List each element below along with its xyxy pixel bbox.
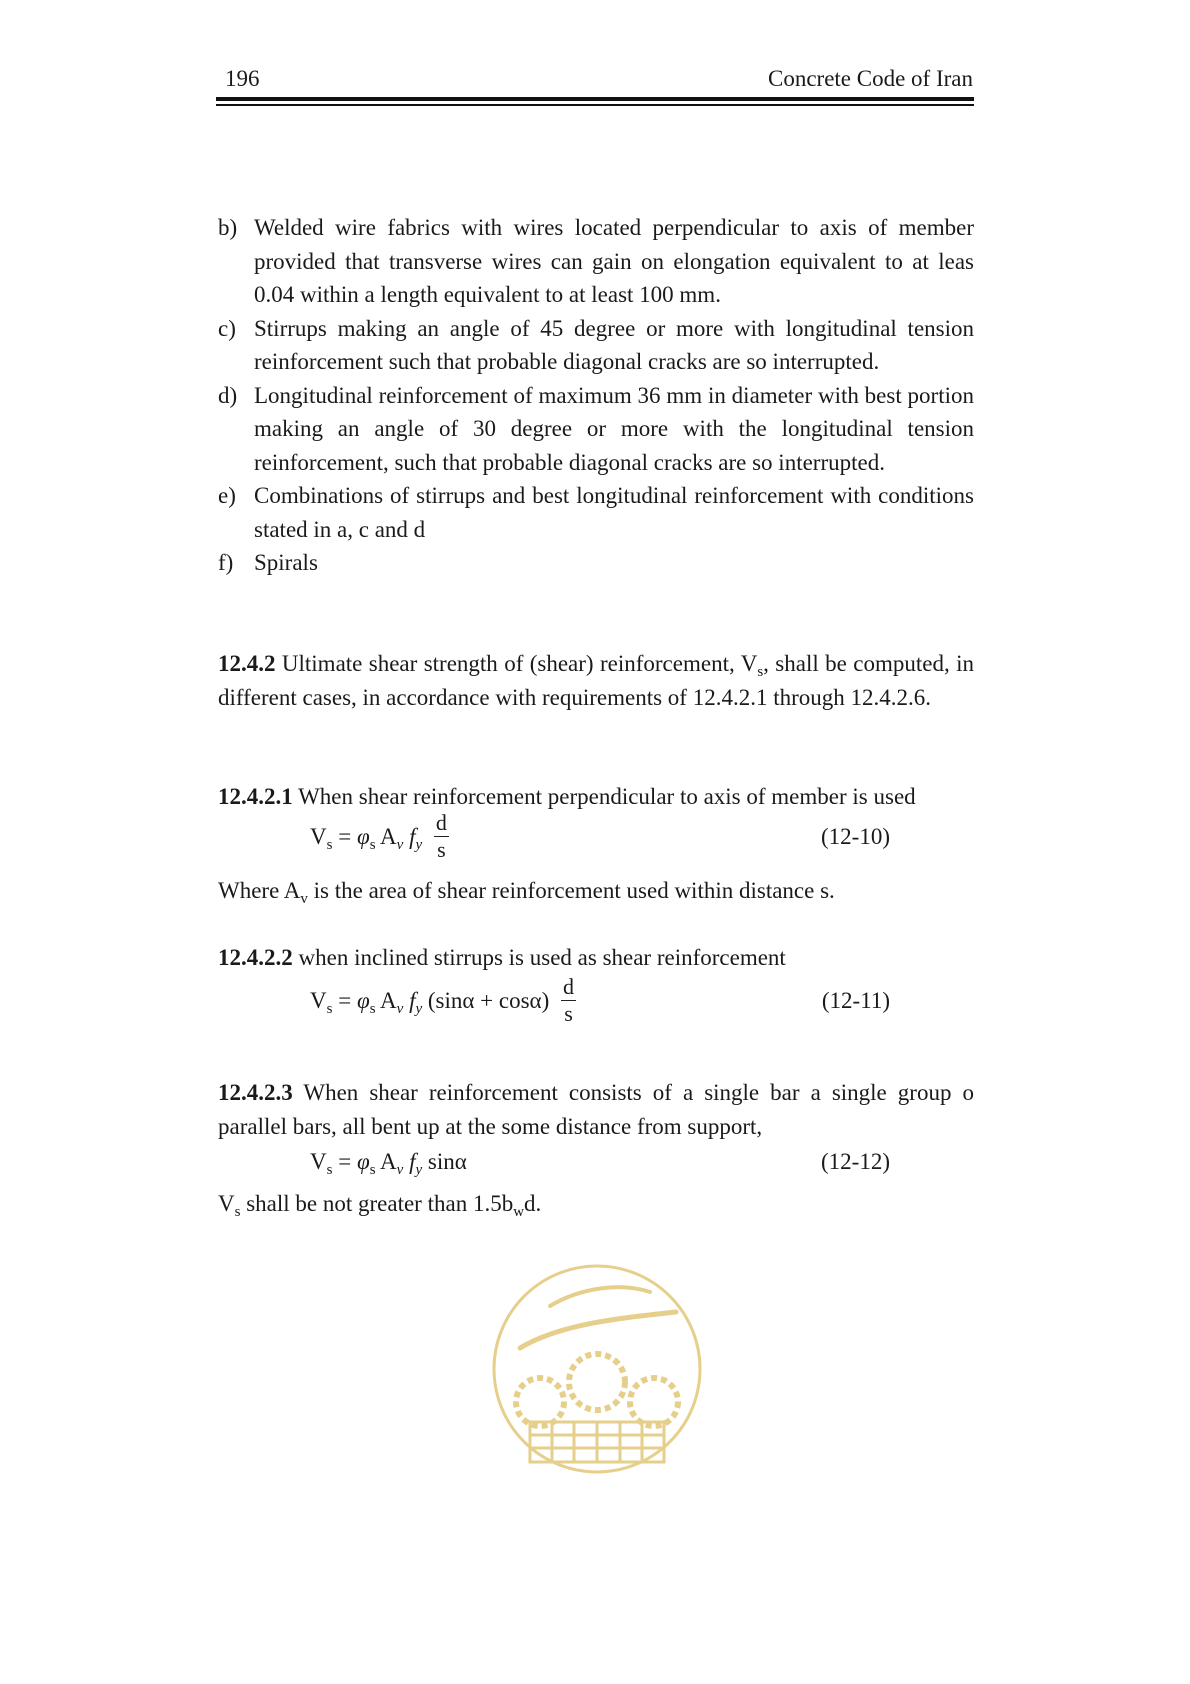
- equation-12-10: $V_s = \varphi_s$ $A_v$ $f_y$ $\frac{d}{s}$ (12-10): [310, 810, 890, 862]
- list-item: c) Stirrups making an angle of 45 degree or more with longitudinal tension reinforcement such that probable diagonal cracks are so interrupted.: [218, 315, 974, 374]
- list-item: b) Welded wire fabrics with wires located perpendicular to axis of member provided that transverse wires can gain on elongation equivalent to at leas 0.04 within a length equivalent to at least 100 mm.: [218, 215, 974, 307]
- requirement-list: [218, 211, 974, 580]
- header-rule-thin: [216, 104, 974, 106]
- running-head: Concrete Code of Iran: [767, 66, 973, 91]
- shear-limit: $V_s$ shall be not greater than $1.5b_wd$.: [218, 1191, 542, 1220]
- equation-number: (12-12): [821, 1149, 890, 1174]
- section-12-4-2: 12.4.2 Ultimate shear strength of (shear) reinforcement, $V_s$, shall be computed, in different cases, in accordance with requirements of 12.4.2.1 through 12.4.2.6.: [218, 651, 974, 710]
- header-rule-thick: [216, 97, 974, 101]
- watermark-logo: [490, 1262, 704, 1476]
- list-item: e) Combinations of stirrups and best longitudinal reinforcement with conditions stated in a, c and d: [218, 483, 974, 542]
- equation-12-12: $V_s = \varphi_s$ $A_v$ $f_y$ sinα (12-12): [310, 1149, 890, 1178]
- section-12-4-2-1: 12.4.2.1 When shear reinforcement perpendicular to axis of member is used: [218, 784, 916, 809]
- fraction: $\frac{d}{s}$: [563, 974, 575, 1026]
- page-number: 196: [225, 66, 260, 91]
- where-clause: Where $A_v$ is the area of shear reinforcement used within distance s.: [218, 878, 835, 907]
- equation-number: (12-10): [821, 824, 890, 849]
- list-item: d) Longitudinal reinforcement of maximum 36 mm in diameter with best portion making an angle of 30 degree or more with the longitudinal tension reinforcement, such that probable diagonal cracks are so interrupted.: [218, 382, 974, 475]
- section-12-4-2-2: 12.4.2.2 when inclined stirrups is used as shear reinforcement: [218, 945, 786, 970]
- equation-number: (12-11): [821, 988, 890, 1013]
- fraction: $\frac{d}{s}$: [435, 810, 447, 862]
- equation-12-11: $V_s = \varphi_s$ $A_v$ $f_y$ (sinα + cosα) $\frac{d}{s}$ (12-11): [310, 974, 890, 1026]
- section-12-4-2-3: 12.4.2.3 When shear reinforcement consists of a single bar a single group o parallel bars, all bent up at the some distance from support,: [218, 1080, 974, 1139]
- list-item: f) Spirals: [218, 550, 318, 575]
